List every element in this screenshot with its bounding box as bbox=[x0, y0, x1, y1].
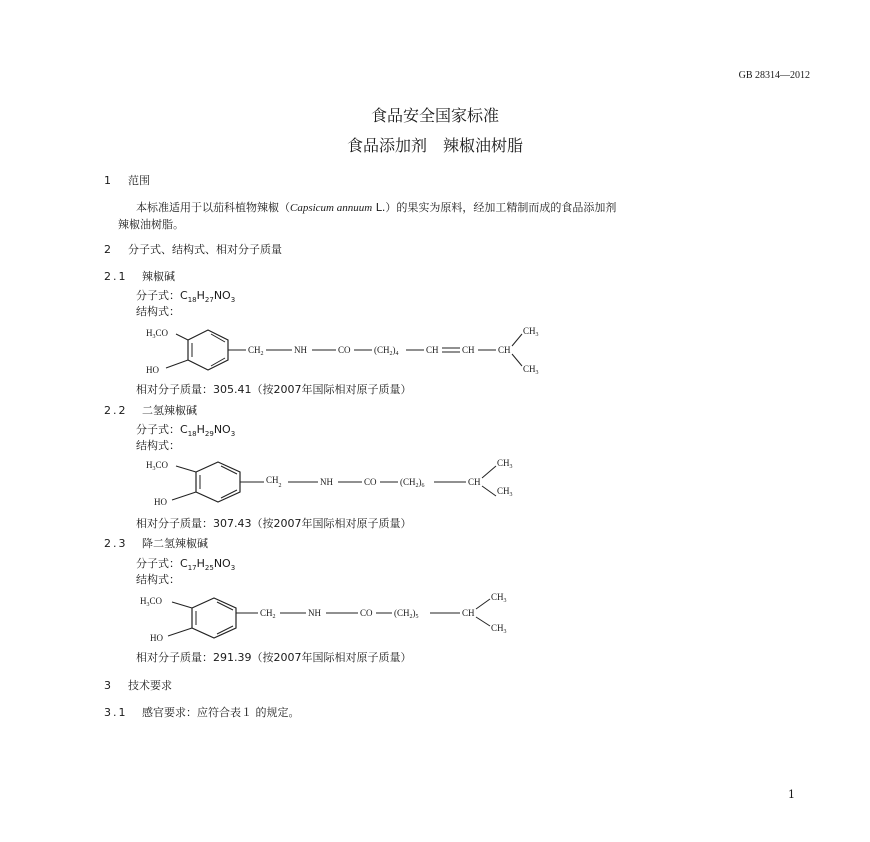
mw-label: 相对分子质量： bbox=[136, 651, 213, 664]
formula-rest: NO bbox=[213, 423, 231, 436]
formula-rest-count: 3 bbox=[230, 564, 236, 573]
molecular-weight bbox=[136, 515, 412, 531]
subsection-2-1-heading bbox=[104, 268, 175, 284]
formula-h: H bbox=[196, 557, 205, 570]
methine-label: CH bbox=[468, 477, 481, 487]
amide-nh-label: NH bbox=[320, 477, 333, 487]
scope-text-b: L.）的果实为原料，经加工精制而成的食品添加剂 bbox=[372, 201, 617, 214]
formula-label: 分子式： bbox=[136, 423, 180, 436]
formula-rest-count: 3 bbox=[230, 430, 236, 439]
carbonyl-label: CO bbox=[338, 345, 351, 355]
mw-value: 305.41 bbox=[213, 383, 252, 396]
subsection-3-1 bbox=[104, 704, 300, 720]
formula-c: C bbox=[180, 289, 188, 302]
formula-c-count: 17 bbox=[187, 564, 197, 573]
section-2-heading bbox=[104, 241, 282, 257]
carbonyl-label: CO bbox=[360, 608, 373, 618]
scope-paragraph-line2: 辣椒油树脂。 bbox=[118, 218, 184, 231]
subsection-2-3-heading bbox=[104, 535, 208, 551]
section-title: 范围 bbox=[128, 174, 150, 187]
formula-rest: NO bbox=[213, 289, 231, 302]
subsection-2-2-heading bbox=[104, 402, 197, 418]
scope-paragraph-line1 bbox=[136, 199, 616, 215]
scope-species-name: Capsicum annuum bbox=[290, 202, 373, 214]
mw-label: 相对分子质量： bbox=[136, 383, 213, 396]
chain-length: 4 bbox=[395, 351, 399, 357]
formula-h-count: 25 bbox=[204, 564, 214, 573]
section-1-heading bbox=[104, 172, 150, 188]
scope-text-a: 本标准适用于以茄科植物辣椒（ bbox=[136, 201, 290, 214]
doc-title-main: 食品安全国家标准 bbox=[370, 106, 499, 125]
mw-value: 291.39 bbox=[213, 651, 252, 664]
formula-h: H bbox=[196, 423, 205, 436]
formula-h-count: 27 bbox=[204, 296, 214, 305]
mw-note: （按2007年国际相对原子质量） bbox=[251, 651, 412, 664]
alkene-label-2: CH bbox=[462, 345, 475, 355]
hydroxy-group-label: HO bbox=[154, 497, 167, 507]
formula-c: C bbox=[180, 423, 188, 436]
structure-label: 结构式： bbox=[136, 439, 180, 452]
amide-nh-label: NH bbox=[308, 608, 321, 618]
alkyl-chain-label: $(CH_2)_6$ bbox=[400, 477, 425, 489]
formula-c-count: 18 bbox=[187, 430, 197, 439]
alkene-label: CH bbox=[426, 345, 439, 355]
methyl-label-top: $CH_3$ bbox=[523, 326, 539, 338]
methoxy-group-label: $H_3CO$ bbox=[146, 328, 169, 340]
alkyl-chain-label: $(CH_2)_5$ bbox=[394, 608, 419, 620]
molecular-formula bbox=[136, 287, 235, 304]
formula-h-count: 29 bbox=[204, 430, 214, 439]
standard-code: GB 28314—2012 bbox=[738, 70, 810, 81]
methine-label: CH bbox=[498, 345, 511, 355]
structure-diagram-dihydrocapsaicin bbox=[140, 452, 540, 510]
formula-label: 分子式： bbox=[136, 289, 180, 302]
methyl-label-top: $CH_3$ bbox=[491, 592, 507, 604]
methyl-label-bottom: $CH_3$ bbox=[491, 623, 507, 635]
subsection-number: 2.2 bbox=[104, 404, 128, 417]
carbonyl-label: CO bbox=[364, 477, 377, 487]
molecular-weight bbox=[136, 381, 412, 397]
page-number: 1 bbox=[788, 788, 795, 801]
molecular-formula bbox=[136, 555, 235, 572]
structure-label: 结构式： bbox=[136, 305, 180, 318]
sensory-requirement-text: 感官要求：应符合表１ 的规定。 bbox=[142, 706, 300, 719]
molecular-weight bbox=[136, 649, 412, 665]
formula-rest: NO bbox=[213, 557, 231, 570]
alkyl-chain-label: $(CH_2)_4$ bbox=[374, 345, 399, 357]
mw-label: 相对分子质量： bbox=[136, 517, 213, 530]
formula-label: 分子式： bbox=[136, 557, 180, 570]
section-number: 2 bbox=[104, 243, 113, 256]
formula-h: H bbox=[196, 289, 205, 302]
benzene-ring bbox=[192, 598, 236, 638]
mw-value: 307.43 bbox=[213, 517, 252, 530]
structure-label: 结构式： bbox=[136, 573, 180, 586]
benzene-ring bbox=[196, 462, 240, 502]
doc-title-sub: 食品添加剂 辣椒油树脂 bbox=[346, 136, 523, 155]
formula-rest-count: 3 bbox=[230, 296, 236, 305]
methyl-label-bottom: $CH_3$ bbox=[497, 486, 513, 498]
structure-diagram-nordihydrocapsaicin bbox=[138, 588, 538, 646]
methyl-label-bottom: $CH_3$ bbox=[523, 364, 539, 376]
chain-length: 5 bbox=[415, 614, 419, 620]
subsection-number: 2.3 bbox=[104, 537, 128, 550]
mw-note: （按2007年国际相对原子质量） bbox=[251, 517, 412, 530]
mw-note: （按2007年国际相对原子质量） bbox=[251, 383, 412, 396]
compound-name: 二氢辣椒碱 bbox=[142, 404, 197, 417]
compound-name: 辣椒碱 bbox=[142, 270, 175, 283]
formula-c: C bbox=[180, 557, 188, 570]
section-title: 分子式、结构式、相对分子质量 bbox=[128, 243, 282, 256]
benzene-ring bbox=[188, 330, 228, 370]
methylene-label: $CH_2$ bbox=[260, 608, 276, 620]
subsection-number: 3.1 bbox=[104, 706, 128, 719]
chain-length: 6 bbox=[421, 483, 425, 489]
section-number: 1 bbox=[104, 174, 113, 187]
methoxy-group-label: $H_3CO$ bbox=[140, 596, 163, 608]
methyl-label-top: $CH_3$ bbox=[497, 458, 513, 470]
section-3-heading bbox=[104, 677, 172, 693]
formula-c-count: 18 bbox=[187, 296, 197, 305]
molecular-formula bbox=[136, 421, 235, 438]
methoxy-group-label: $H_3CO$ bbox=[146, 460, 169, 472]
hydroxy-group-label: HO bbox=[150, 633, 163, 643]
section-number: 3 bbox=[104, 679, 113, 692]
methine-label: CH bbox=[462, 608, 475, 618]
compound-name: 降二氢辣椒碱 bbox=[142, 537, 208, 550]
structure-diagram-capsaicin bbox=[140, 320, 560, 378]
methylene-label: $CH_2$ bbox=[248, 345, 264, 357]
amide-nh-label: NH bbox=[294, 345, 307, 355]
hydroxy-group-label: HO bbox=[146, 365, 159, 375]
methylene-label: $CH_2$ bbox=[266, 475, 282, 489]
section-title: 技术要求 bbox=[128, 679, 172, 692]
subsection-number: 2.1 bbox=[104, 270, 128, 283]
